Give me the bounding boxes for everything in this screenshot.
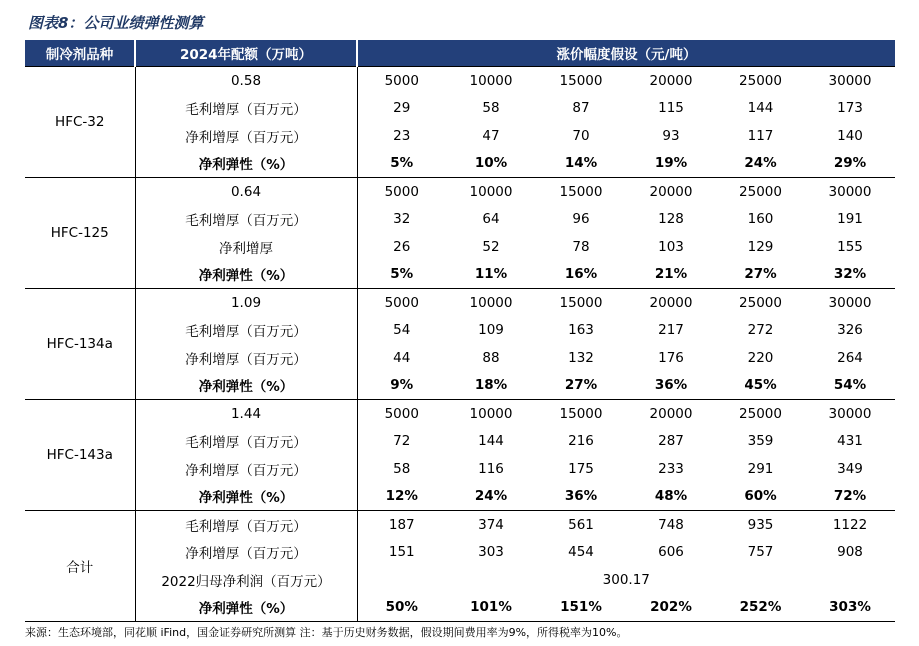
value-cell: 20000 (626, 178, 716, 206)
table-row (25, 428, 895, 456)
value-cell: 29 (393, 100, 411, 117)
header-quota: 2024年配额（万吨） (135, 40, 357, 67)
table-row (25, 539, 895, 567)
header-price-assumption: 涨价幅度假设（元/吨） (357, 40, 895, 67)
table-row (25, 317, 895, 345)
value-cell: 748 (626, 511, 716, 539)
value-cell: 454 (568, 544, 594, 561)
value-cell: 15000 (536, 400, 626, 428)
value-cell: 132 (568, 349, 594, 366)
row-label: 净利增厚（百万元） (135, 455, 357, 483)
table-row (25, 95, 895, 123)
row-label: 净利弹性（%） (135, 483, 357, 511)
value-cell: 109 (478, 322, 504, 339)
value-cell: 15000 (536, 289, 626, 317)
row-label: 净利弹性（%） (135, 372, 357, 400)
value-cell: 935 (716, 511, 805, 539)
value-cell: 117 (747, 127, 774, 144)
value-cell: 26 (393, 238, 411, 255)
value-cell: 287 (658, 433, 684, 450)
value-cell: 32 (393, 211, 411, 228)
value-cell: 5000 (357, 67, 446, 95)
value-cell: 12% (385, 488, 418, 505)
value-cell: 27% (564, 377, 598, 394)
value-cell: 21% (654, 266, 688, 283)
row-label: 毛利增厚（百万元） (135, 428, 357, 456)
value-cell: 25000 (716, 400, 805, 428)
value-cell: 202% (650, 599, 692, 616)
value-cell: 87 (572, 100, 590, 117)
value-cell: 291 (747, 460, 774, 477)
value-cell: 25000 (716, 289, 805, 317)
value-cell: 5% (390, 155, 414, 172)
value-cell: 72 (393, 433, 411, 450)
value-cell: 140 (837, 127, 863, 144)
refrigerant-name: HFC-134a (25, 289, 135, 400)
value-cell: 5% (390, 266, 414, 283)
figure-title: 图表8：公司业绩弹性测算 (28, 14, 204, 32)
value-cell: 116 (478, 460, 504, 477)
table-row (25, 566, 895, 594)
value-cell: 151 (388, 544, 415, 561)
row-label: 净利弹性（%） (135, 261, 357, 289)
refrigerant-name: HFC-125 (25, 178, 135, 289)
value-cell: 58 (482, 100, 500, 117)
table-row (25, 233, 895, 261)
value-cell: 20000 (626, 289, 716, 317)
value-cell: 25000 (716, 178, 805, 206)
value-cell: 5000 (357, 178, 446, 206)
value-cell: 88 (482, 349, 500, 366)
value-cell: 191 (837, 211, 863, 228)
value-cell: 144 (747, 100, 774, 117)
value-cell: 64 (482, 211, 500, 228)
value-cell: 60% (744, 488, 777, 505)
value-cell: 233 (658, 460, 684, 477)
value-cell: 47 (482, 127, 500, 144)
row-label: 毛利增厚（百万元） (135, 206, 357, 234)
value-cell: 24% (474, 488, 508, 505)
table-row (25, 372, 895, 400)
value-cell: 220 (747, 349, 774, 366)
row-label: 净利增厚（百万元） (135, 122, 357, 150)
value-cell: 30000 (805, 289, 895, 317)
value-cell: 11% (474, 266, 508, 283)
value-cell: 216 (568, 433, 594, 450)
value-cell: 303 (478, 544, 504, 561)
value-cell: 10% (474, 155, 508, 172)
value-cell: 45% (744, 377, 777, 394)
value-cell: 187 (357, 511, 446, 539)
value-cell: 23 (393, 127, 411, 144)
value-cell: 128 (658, 211, 684, 228)
value-cell: 10000 (446, 400, 536, 428)
value-cell: 606 (658, 544, 684, 561)
value-cell: 44 (393, 349, 411, 366)
value-cell: 431 (837, 433, 863, 450)
header-refrigerant: 制冷剂品种 (25, 40, 135, 67)
value-cell: 101% (470, 599, 512, 616)
row-label: 净利增厚（百万元） (135, 344, 357, 372)
value-cell: 175 (568, 460, 594, 477)
table-row (25, 289, 895, 317)
value-cell: 20000 (626, 67, 716, 95)
table-row (25, 483, 895, 511)
value-cell: 561 (536, 511, 626, 539)
refrigerant-name: HFC-32 (25, 67, 135, 178)
value-cell: 52 (482, 238, 500, 255)
value-cell: 15000 (536, 67, 626, 95)
table-row (25, 455, 895, 483)
table-header-row (25, 40, 895, 67)
value-cell: 5000 (357, 289, 446, 317)
value-cell: 96 (572, 211, 590, 228)
value-cell: 5000 (357, 400, 446, 428)
value-cell: 144 (478, 433, 504, 450)
table-row (25, 511, 895, 539)
value-cell: 30000 (805, 67, 895, 95)
value-cell: 10000 (446, 67, 536, 95)
value-cell: 129 (747, 238, 774, 255)
row-label: 0.64 (135, 178, 357, 206)
value-cell: 32% (833, 266, 867, 283)
table-row (25, 150, 895, 178)
value-cell: 326 (837, 322, 863, 339)
value-cell: 29% (833, 155, 867, 172)
value-cell: 155 (837, 238, 863, 255)
value-cell: 349 (837, 460, 863, 477)
row-label: 净利弹性（%） (135, 150, 357, 178)
value-cell: 10000 (446, 178, 536, 206)
value-cell: 16% (564, 266, 598, 283)
value-cell: 24% (744, 155, 777, 172)
value-cell: 115 (658, 100, 684, 117)
value-cell: 27% (744, 266, 777, 283)
value-cell: 20000 (626, 400, 716, 428)
value-cell: 908 (837, 544, 863, 561)
value-cell: 151% (560, 599, 602, 616)
row-label: 毛利增厚（百万元） (135, 317, 357, 345)
value-cell: 18% (474, 377, 508, 394)
table-row (25, 344, 895, 372)
value-cell: 36% (654, 377, 688, 394)
refrigerant-name: HFC-143a (25, 400, 135, 511)
table-row (25, 178, 895, 206)
value-cell: 272 (747, 322, 774, 339)
row-label: 净利增厚（百万元） (135, 539, 357, 567)
row-label: 0.58 (135, 67, 357, 95)
row-label: 1.09 (135, 289, 357, 317)
row-label: 1.44 (135, 400, 357, 428)
value-cell: 217 (658, 322, 684, 339)
row-label: 净利弹性（%） (135, 594, 357, 622)
elasticity-table (25, 40, 895, 622)
row-label: 毛利增厚（百万元） (135, 511, 357, 539)
value-cell: 359 (747, 433, 774, 450)
value-cell: 25000 (716, 67, 805, 95)
value-cell: 15000 (536, 178, 626, 206)
value-cell: 48% (654, 488, 688, 505)
value-cell: 72% (833, 488, 867, 505)
value-cell: 36% (564, 488, 598, 505)
value-cell: 374 (446, 511, 536, 539)
total-name: 合计 (25, 511, 135, 622)
value-cell: 54% (833, 377, 867, 394)
value-cell: 264 (837, 349, 863, 366)
table-row (25, 400, 895, 428)
value-cell: 78 (572, 238, 590, 255)
value-cell: 30000 (805, 178, 895, 206)
row-label: 2022归母净利润（百万元） (135, 566, 357, 594)
value-cell: 10000 (446, 289, 536, 317)
source-note: 来源：生态环境部，同花顺 iFind，国金证券研究所测算 注：基于历史财务数据，假设期间费用率为9%，所得税率为10%。 (25, 626, 628, 639)
value-cell: 50% (385, 599, 418, 616)
value-cell: 14% (564, 155, 598, 172)
table-row (25, 122, 895, 150)
value-cell: 252% (739, 599, 782, 616)
value-cell: 176 (658, 349, 684, 366)
value-cell: 757 (747, 544, 774, 561)
value-cell: 54 (393, 322, 411, 339)
row-label: 净利增厚 (135, 233, 357, 261)
value-cell: 9% (390, 377, 414, 394)
table-row (25, 206, 895, 234)
value-cell: 103 (658, 238, 684, 255)
value-cell: 163 (568, 322, 594, 339)
value-cell: 58 (393, 460, 411, 477)
table-row (25, 594, 895, 622)
value-cell: 160 (747, 211, 774, 228)
value-cell: 70 (572, 127, 590, 144)
value-cell: 173 (837, 100, 863, 117)
table-row (25, 67, 895, 95)
base-net-profit-value: 300.17 (602, 571, 650, 588)
table-row (25, 261, 895, 289)
value-cell: 1122 (805, 511, 895, 539)
table-body (25, 67, 895, 622)
value-cell: 303% (829, 599, 871, 616)
value-cell: 93 (662, 127, 680, 144)
value-cell: 19% (654, 155, 688, 172)
row-label: 毛利增厚（百万元） (135, 95, 357, 123)
value-cell: 30000 (805, 400, 895, 428)
